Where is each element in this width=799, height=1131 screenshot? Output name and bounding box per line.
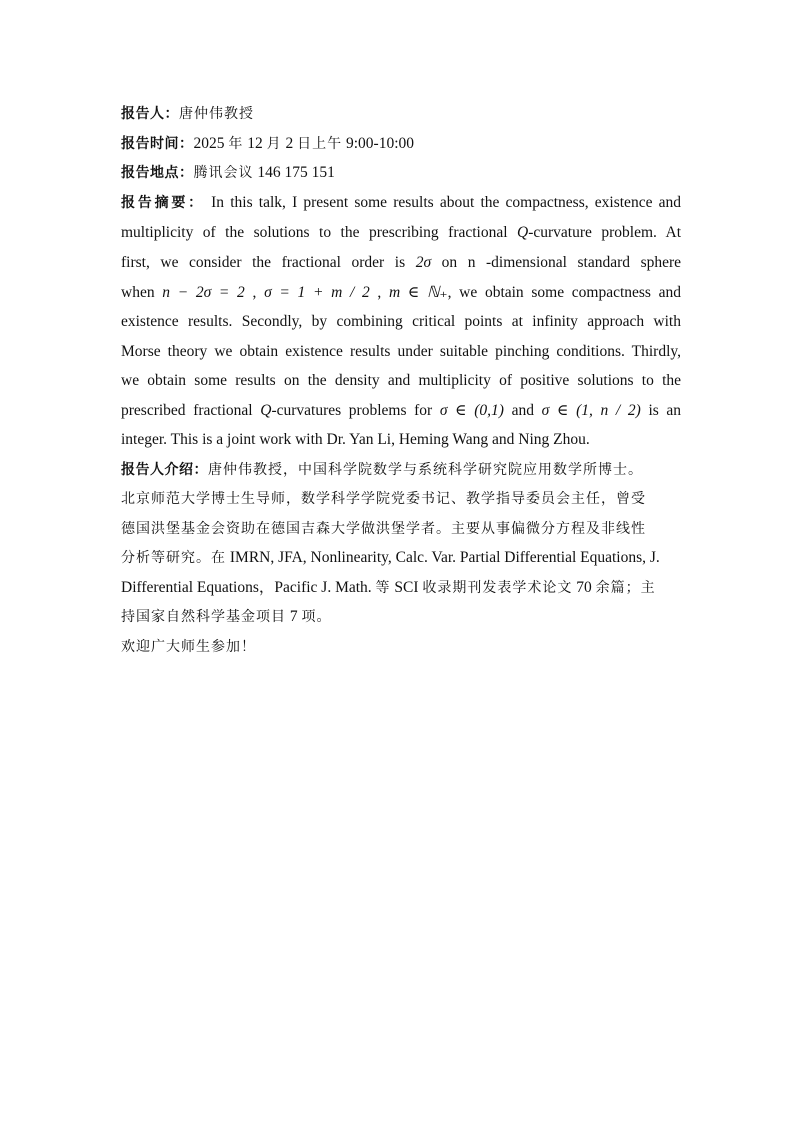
place-label: 报告地点： — [121, 165, 194, 181]
bio-text: 唐仲伟教授，中国科学院数学与系统科学研究院应用数学所博士。 — [208, 462, 643, 478]
bio-line-4 — [121, 546, 681, 570]
math-interval-2: σ ∈ (1, n / 2) — [541, 402, 641, 419]
bio-label: 报告人介绍： — [121, 462, 208, 478]
bio-text: 等 — [375, 580, 391, 596]
time-label: 报告时间： — [121, 136, 194, 152]
abstract-line-9 — [121, 428, 681, 452]
bio-text: 分析等研究。在 — [121, 550, 226, 566]
abstract-text: prescribed fractional — [121, 402, 253, 419]
bio-text: 项。 — [301, 609, 332, 625]
place-line — [121, 161, 681, 185]
speaker-line — [121, 102, 681, 126]
place-name: 腾讯会议 — [193, 165, 254, 181]
abstract-text: when — [121, 284, 155, 301]
time-line — [121, 132, 681, 156]
comma: , — [377, 284, 382, 301]
abstract-label: 报告摘要： — [121, 195, 205, 211]
abstract-text: and — [511, 402, 535, 419]
abstract-line-3 — [121, 251, 681, 275]
time-day: 2 — [285, 135, 294, 152]
math-q: Q — [260, 402, 272, 419]
time-day-char: 日上午 — [297, 136, 343, 152]
welcome-line — [121, 635, 681, 659]
bio-sci: SCI — [394, 579, 419, 596]
abstract-text: n -dimensional standard sphere — [467, 254, 682, 271]
abstract-line-6 — [121, 340, 681, 364]
abstract-text: first, we consider the fractional order is — [121, 254, 406, 271]
bio-line-6 — [121, 605, 681, 629]
bio-project-count: 7 — [289, 608, 298, 625]
meeting-id: 146 175 151 — [257, 164, 335, 181]
abstract-text: existence results. Secondly, by combining critical points at infinity approach with — [121, 313, 681, 330]
bio-line-1 — [121, 458, 681, 482]
abstract-line-8 — [121, 399, 681, 423]
welcome-text: 欢迎广大师生参加！ — [121, 639, 256, 655]
bio-text: 北京师范大学博士生导师，数学科学学院党委书记、教学指导委员会主任，曾受 — [121, 491, 646, 507]
bio-paper-count: 70 — [576, 579, 592, 596]
speaker-label: 报告人： — [121, 106, 179, 122]
math-2sigma: 2σ — [415, 254, 432, 271]
bio-line-5 — [121, 576, 681, 600]
time-year: 2025 — [193, 135, 225, 152]
abstract-text: multiplicity of the solutions to the prescribing fractional — [121, 224, 508, 241]
speaker-name: 唐仲伟教授 — [179, 106, 254, 122]
abstract-line-2 — [121, 221, 681, 245]
math-condition-1: n − 2σ = 2 — [162, 284, 245, 301]
abstract-line-1 — [121, 191, 681, 215]
abstract-text: In this talk, I present some results about the compactness, existence and — [211, 194, 681, 211]
bio-line-2 — [121, 487, 681, 511]
abstract-text: -curvature problem. At — [528, 224, 682, 241]
bio-text: 持国家自然科学基金项目 — [121, 609, 286, 625]
abstract-text: we obtain some results on the density and multiplicity of positive solutions to the — [121, 372, 681, 389]
bio-journals: Differential Equations，Pacific J. Math. — [121, 579, 372, 596]
abstract-line-4 — [121, 281, 681, 305]
abstract-line-7 — [121, 369, 681, 393]
abstract-text: Morse theory we obtain existence results under suitable pinching conditions. Thirdly, — [121, 343, 681, 360]
time-year-char: 年 — [228, 136, 244, 152]
time-range: 9:00-10:00 — [346, 135, 415, 152]
bio-text: 余篇；主 — [595, 580, 656, 596]
math-q: Q — [517, 224, 529, 241]
abstract-text: is an — [648, 402, 682, 419]
math-condition-2: σ = 1 + m / 2 — [264, 284, 370, 301]
math-interval-1: σ ∈ (0,1) — [439, 402, 504, 419]
bio-text: 德国洪堡基金会资助在德国吉森大学做洪堡学者。主要从事偏微分方程及非线性 — [121, 521, 646, 537]
abstract-text: , we obtain some compactness and — [447, 284, 682, 301]
abstract-text: -curvatures problems for — [271, 402, 433, 419]
abstract-text: on — [441, 254, 458, 271]
math-condition-3: m ∈ ℕ₊ — [388, 284, 448, 301]
comma: , — [252, 284, 257, 301]
time-month-char: 月 — [266, 136, 282, 152]
bio-text: 收录期刊发表学术论文 — [422, 580, 573, 596]
time-month: 12 — [247, 135, 263, 152]
abstract-line-5 — [121, 310, 681, 334]
bio-line-3 — [121, 517, 681, 541]
bio-journals: IMRN, JFA, Nonlinearity, Calc. Var. Partial Differential Equations, J. — [229, 549, 660, 566]
abstract-text: integer. This is a joint work with Dr. Yan Li, Heming Wang and Ning Zhou. — [121, 431, 590, 448]
